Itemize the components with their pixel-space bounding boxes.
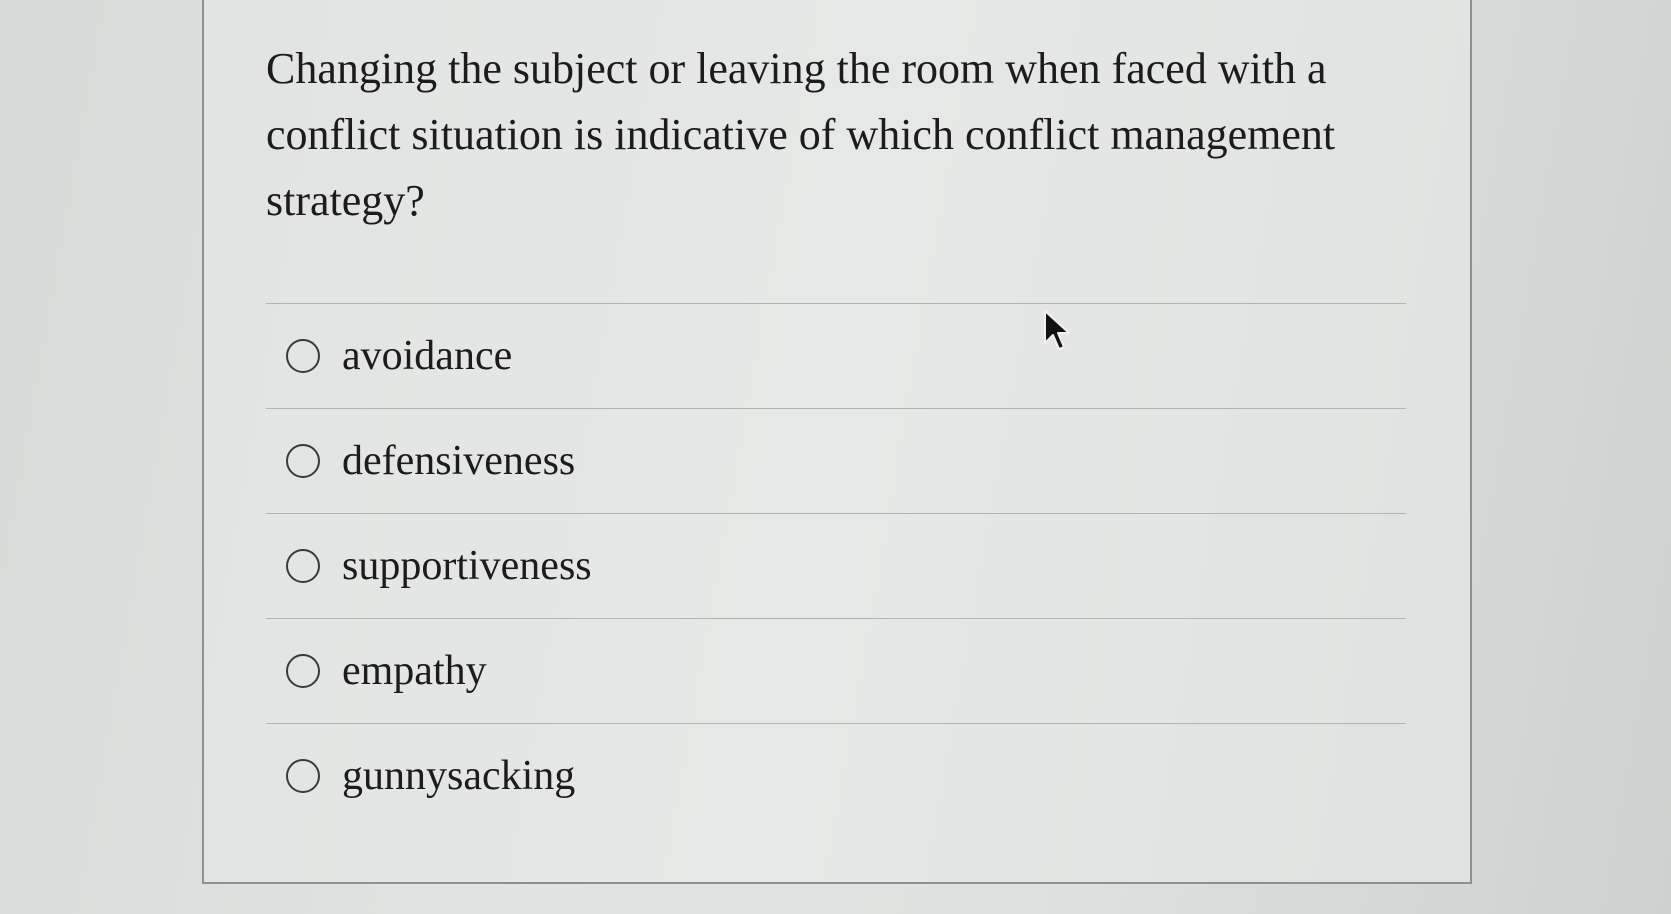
- answer-option-empathy[interactable]: [266, 619, 1406, 723]
- answer-option-defensiveness[interactable]: [266, 409, 1406, 513]
- radio-unselected-icon[interactable]: [286, 339, 320, 373]
- answer-label[interactable]: supportiveness: [342, 543, 592, 589]
- answer-options: [266, 303, 1406, 828]
- answer-label[interactable]: defensiveness: [342, 438, 576, 484]
- answer-option-avoidance[interactable]: [266, 304, 1406, 408]
- radio-unselected-icon[interactable]: [286, 654, 320, 688]
- radio-unselected-icon[interactable]: [286, 549, 320, 583]
- answer-option-supportiveness[interactable]: [266, 514, 1406, 618]
- answer-label[interactable]: empathy: [342, 648, 487, 694]
- question-text: Changing the subject or leaving the room when faced with a conflict situation is indicative of which conflict management strategy?: [266, 44, 1336, 225]
- answer-label[interactable]: avoidance: [342, 333, 513, 379]
- mouse-pointer-icon: [1043, 309, 1071, 355]
- answer-option-gunnysacking[interactable]: [266, 724, 1406, 828]
- answer-label[interactable]: gunnysacking: [342, 753, 576, 799]
- radio-unselected-icon[interactable]: [286, 759, 320, 793]
- radio-unselected-icon[interactable]: [286, 444, 320, 478]
- question-card: [202, 0, 1472, 884]
